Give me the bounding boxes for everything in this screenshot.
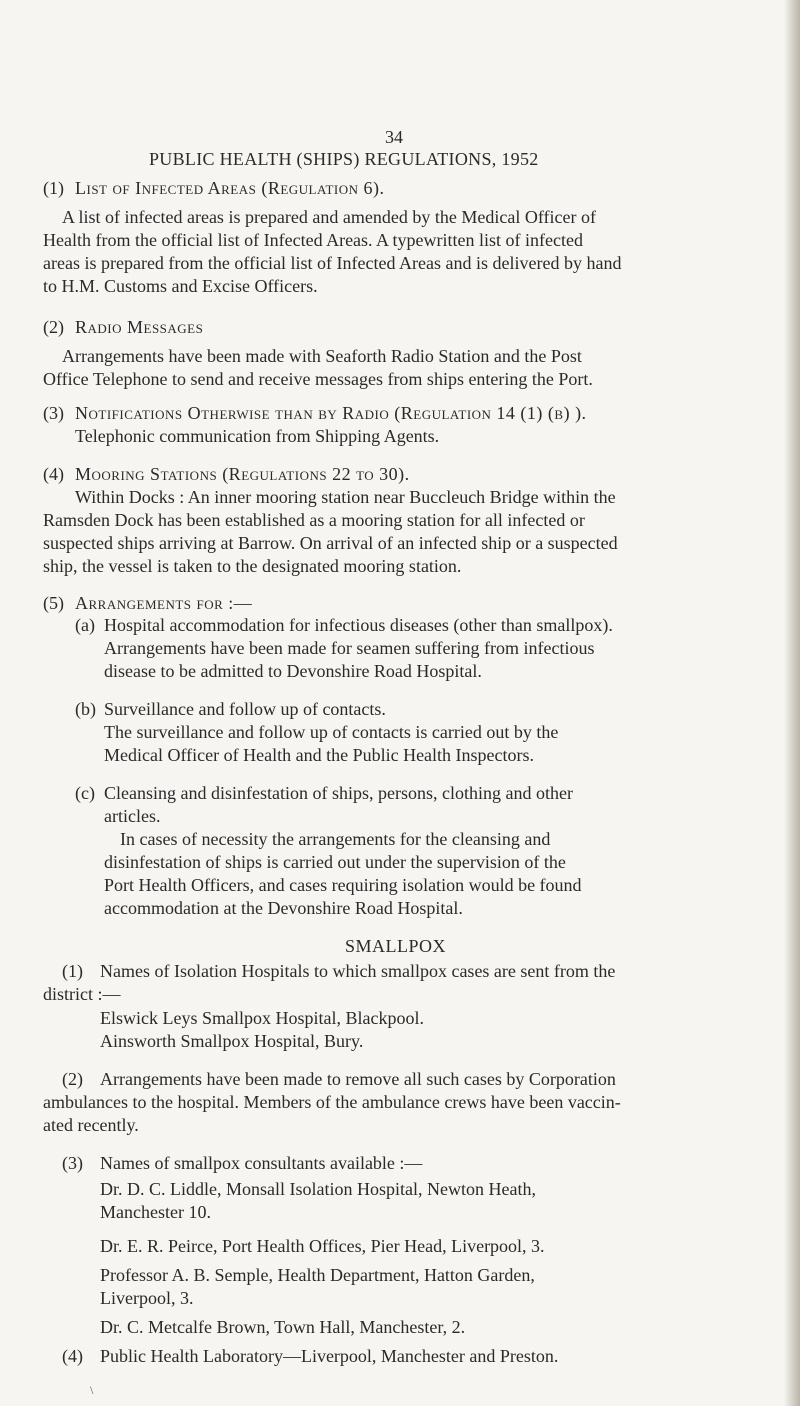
smallpox-heading: SMALLPOX [345, 936, 447, 956]
smallpox-2-line: ambulances to the hospital. Members of the ambulance crews have been vaccin- [43, 1092, 621, 1112]
item-b-letter: (b) [75, 699, 96, 719]
item-b-line: Medical Officer of Health and the Public Health Inspectors. [104, 745, 535, 765]
consultant-line: Manchester 10. [100, 1202, 211, 1222]
page-edge-shadow [784, 0, 800, 1406]
item-a-line: Arrangements have been made for seamen suffering from infectious [104, 638, 595, 658]
item-c-line: accommodation at the Devonshire Road Hospital. [104, 898, 463, 918]
consultant-line: Professor A. B. Semple, Health Department, Hatton Garden, [100, 1265, 535, 1285]
section-1-heading: List of Infected Areas (Regulation 6). [75, 178, 385, 198]
consultant-line: Dr. E. R. Peirce, Port Health Offices, Pier Head, Liverpool, 3. [100, 1236, 545, 1256]
section-2-heading: Radio Messages [75, 317, 204, 337]
item-c-line: Port Health Officers, and cases requiring isolation would be found [104, 875, 582, 895]
section-2-line: Arrangements have been made with Seaforth Radio Station and the Post [62, 346, 582, 366]
section-4-line: Within Docks : An inner mooring station near Buccleuch Bridge within the [75, 487, 616, 507]
section-4-heading: Mooring Stations (Regulations 22 to 30). [75, 464, 410, 484]
smallpox-4-number: (4) [62, 1346, 83, 1366]
section-4-line: suspected ships arriving at Barrow. On arrival of an infected ship or a suspected [43, 533, 618, 553]
section-2-line: Office Telephone to send and receive messages from ships entering the Port. [43, 369, 593, 389]
section-5-number: (5) [43, 593, 64, 613]
smallpox-1-number: (1) [62, 961, 83, 981]
smallpox-2-line: ated recently. [43, 1115, 139, 1135]
smallpox-2-line: Arrangements have been made to remove all such cases by Corporation [100, 1069, 616, 1089]
consultant-line: Dr. D. C. Liddle, Monsall Isolation Hospital, Newton Heath, [100, 1179, 536, 1199]
section-4-line: Ramsden Dock has been established as a mooring station for all infected or [43, 510, 585, 530]
smallpox-1-line: Names of Isolation Hospitals to which smallpox cases are sent from the [100, 961, 616, 981]
section-1-line: to H.M. Customs and Excise Officers. [43, 276, 318, 296]
item-a-letter: (a) [75, 615, 95, 635]
consultant-line: Dr. C. Metcalfe Brown, Town Hall, Manchester, 2. [100, 1317, 466, 1337]
consultant-line: Liverpool, 3. [100, 1288, 194, 1308]
section-4-number: (4) [43, 464, 64, 484]
smallpox-3-number: (3) [62, 1153, 83, 1173]
section-4-line: ship, the vessel is taken to the designated mooring station. [43, 556, 462, 576]
smallpox-hospital: Elswick Leys Smallpox Hospital, Blackpool. [100, 1008, 424, 1028]
section-1-number: (1) [43, 178, 64, 198]
section-1-line: areas is prepared from the official list of Infected Areas and is delivered by hand [43, 253, 622, 273]
page-title: PUBLIC HEALTH (SHIPS) REGULATIONS, 1952 [149, 149, 539, 169]
item-a-line: disease to be admitted to Devonshire Road Hospital. [104, 661, 482, 681]
section-1-line: A list of infected areas is prepared and amended by the Medical Officer of [62, 207, 596, 227]
section-2-number: (2) [43, 317, 64, 337]
page-number: 34 [385, 127, 403, 147]
section-5-heading: Arrangements for :— [75, 593, 253, 613]
item-b-line: Surveillance and follow up of contacts. [104, 699, 386, 719]
item-b-line: The surveillance and follow up of contacts is carried out by the [104, 722, 559, 742]
smallpox-2-number: (2) [62, 1069, 83, 1089]
item-c-line: Cleansing and disinfestation of ships, persons, clothing and other [104, 783, 573, 803]
smallpox-4-text: Public Health Laboratory—Liverpool, Manchester and Preston. [100, 1346, 559, 1366]
section-1-line: Health from the official list of Infected Areas. A typewritten list of infected [43, 230, 583, 250]
section-3-heading: Notifications Otherwise than by Radio (Regulation 14 (1) (b) ). [75, 403, 587, 423]
section-3-line: Telephonic communication from Shipping Agents. [75, 426, 440, 446]
smallpox-3-lead: Names of smallpox consultants available :— [100, 1153, 423, 1173]
stray-mark: \ [90, 1383, 94, 1397]
item-c-line: In cases of necessity the arrangements for the cleansing and [120, 829, 551, 849]
item-c-letter: (c) [75, 783, 95, 803]
item-c-line: articles. [104, 806, 161, 826]
smallpox-1-line: district :— [43, 984, 121, 1004]
section-3-number: (3) [43, 403, 64, 423]
item-c-line: disinfestation of ships is carried out under the supervision of the [104, 852, 566, 872]
item-a-line: Hospital accommodation for infectious diseases (other than smallpox). [104, 615, 613, 635]
smallpox-hospital: Ainsworth Smallpox Hospital, Bury. [100, 1031, 364, 1051]
